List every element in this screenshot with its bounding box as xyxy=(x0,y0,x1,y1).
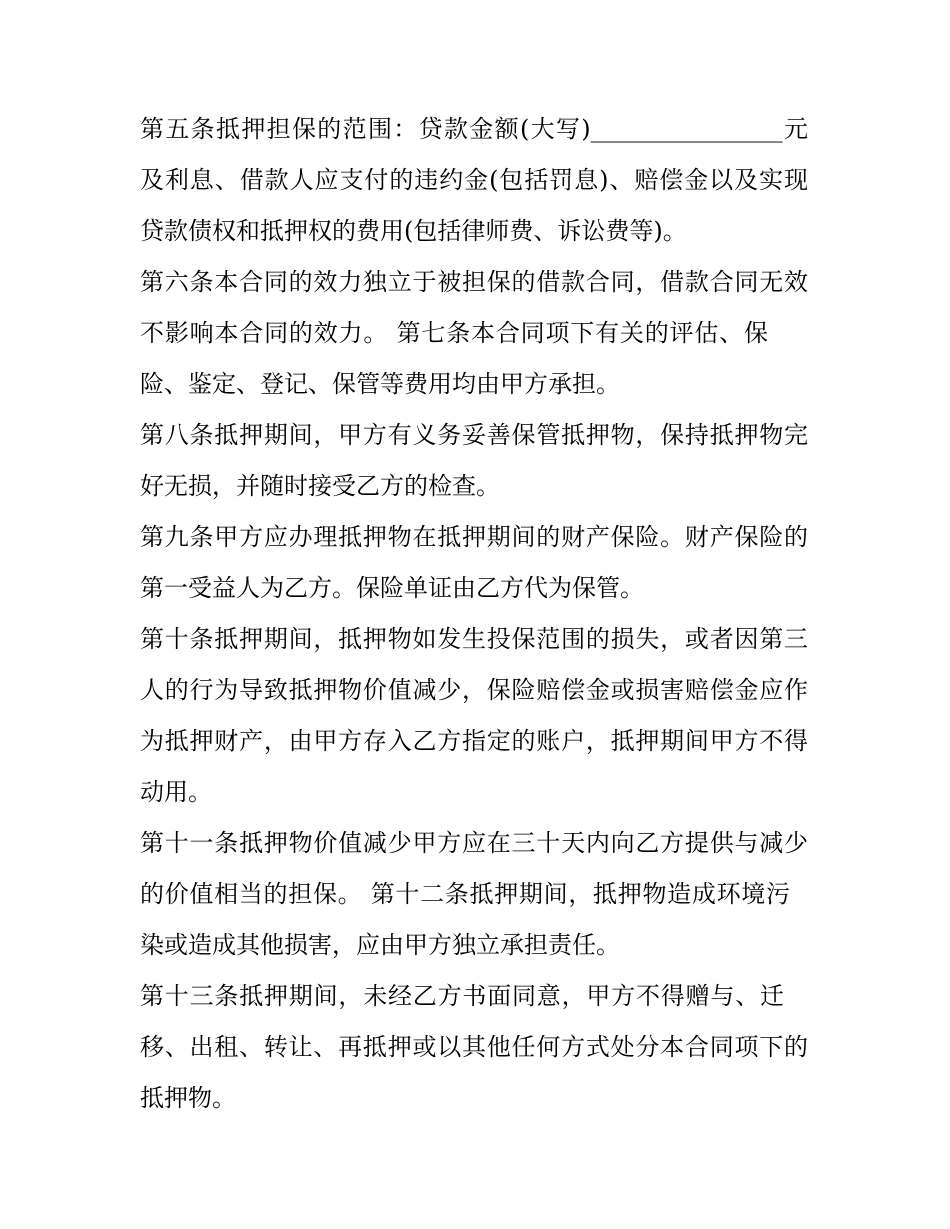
text-line: 第五条抵押担保的范围：贷款金额(大写)________________元 xyxy=(140,115,808,143)
text-line: 染或造成其他损害，应由甲方独立承担责任。 xyxy=(140,931,620,959)
text-line: 不影响本合同的效力。 第七条本合同项下有关的评估、保 xyxy=(140,319,768,347)
text-line: 第八条抵押期间，甲方有义务妥善保管抵押物，保持抵押物完 xyxy=(140,421,808,449)
text-line: 人的行为导致抵押物价值减少，保险赔偿金或损害赔偿金应作 xyxy=(140,676,808,704)
text-line: 及利息、借款人应支付的违约金(包括罚息)、赔偿金以及实现 xyxy=(140,166,808,194)
text-line: 抵押物。 xyxy=(140,1084,236,1112)
text-line: 第十一条抵押物价值减少甲方应在三十天内向乙方提供与减少 xyxy=(140,829,808,857)
text-line: 第九条甲方应办理抵押物在抵押期间的财产保险。财产保险的 xyxy=(140,523,808,551)
text-line: 第六条本合同的效力独立于被担保的借款合同，借款合同无效 xyxy=(140,268,808,296)
text-line: 的价值相当的担保。 第十二条抵押期间，抵押物造成环境污 xyxy=(140,880,790,908)
text-line: 好无损，并随时接受乙方的检查。 xyxy=(140,472,500,500)
text-line: 动用。 xyxy=(140,778,212,806)
text-line: 险、鉴定、登记、保管等费用均由甲方承担。 xyxy=(140,370,620,398)
text-line: 移、出租、转让、再抵押或以其他任何方式处分本合同项下的 xyxy=(140,1033,808,1061)
text-line: 第十条抵押期间，抵押物如发生投保范围的损失，或者因第三 xyxy=(140,625,808,653)
text-line: 为抵押财产，由甲方存入乙方指定的账户，抵押期间甲方不得 xyxy=(140,727,808,755)
text-line: 第十三条抵押期间，未经乙方书面同意，甲方不得赠与、迁 xyxy=(140,982,784,1010)
text-line: 第一受益人为乙方。保险单证由乙方代为保管。 xyxy=(140,574,644,602)
text-line: 贷款债权和抵押权的费用(包括律师费、诉讼费等)。 xyxy=(140,217,687,245)
